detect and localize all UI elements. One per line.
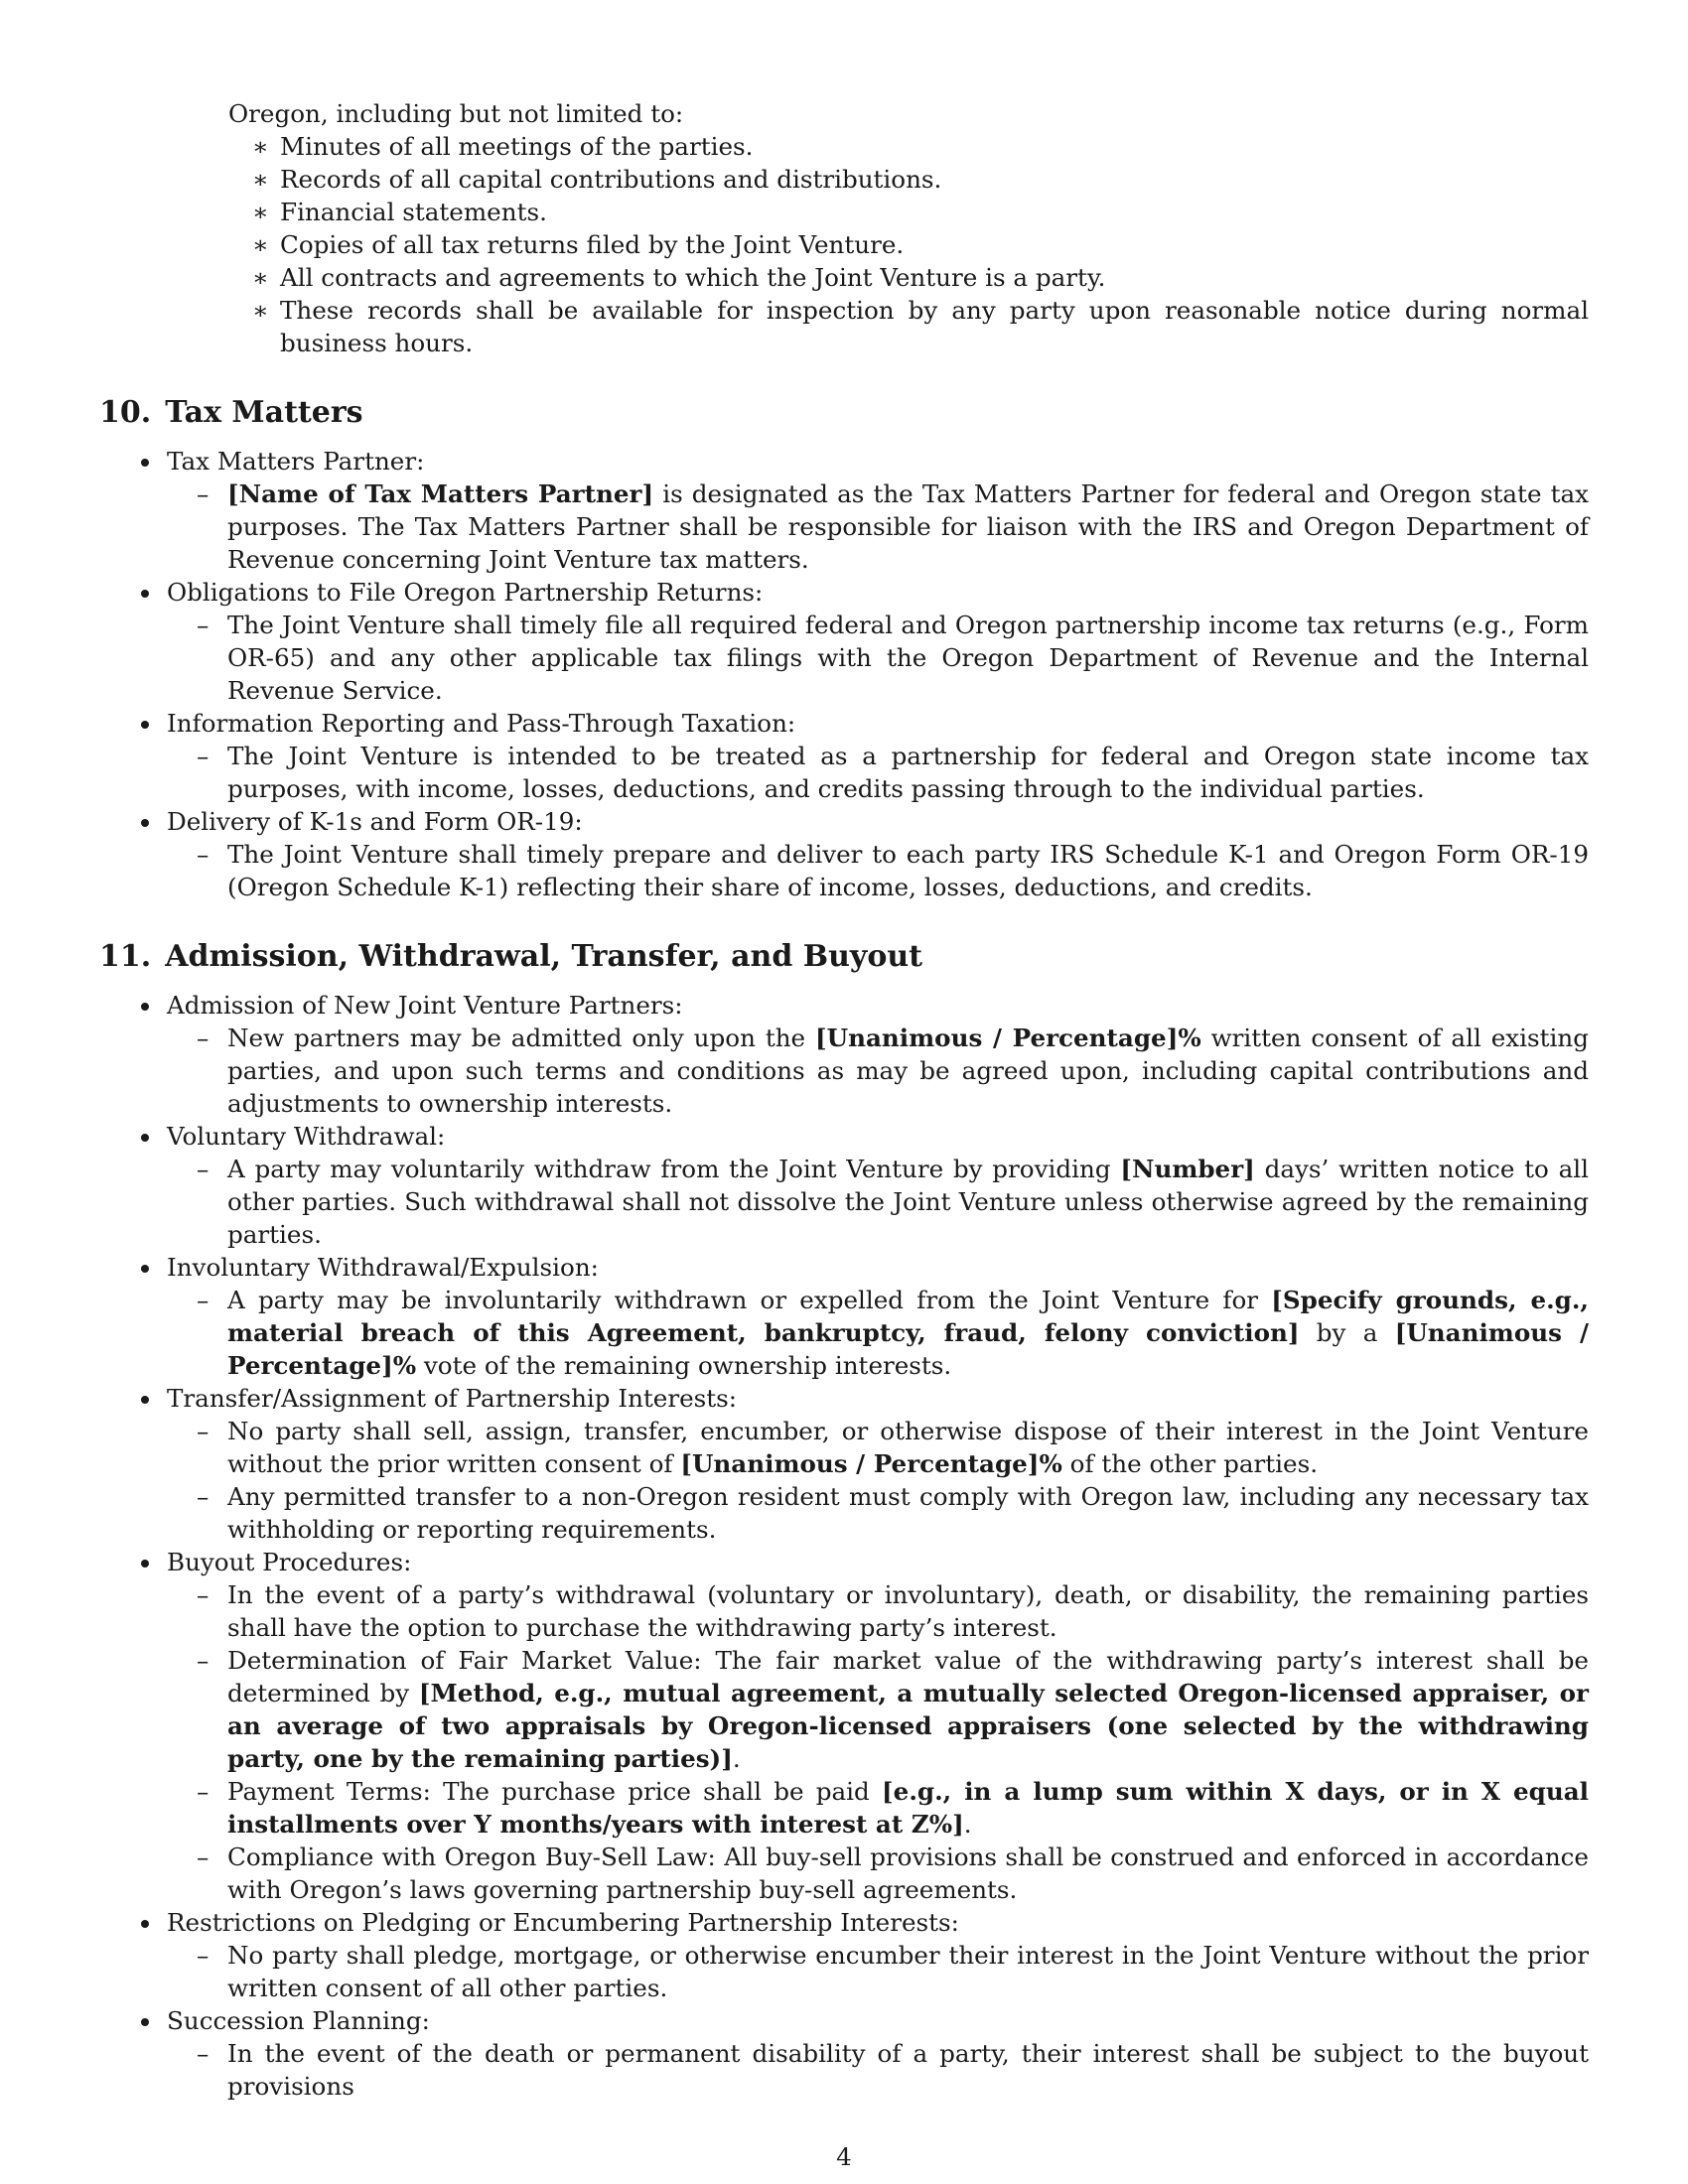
list-item: ∗ Minutes of all meetings of the parties. bbox=[228, 130, 1589, 163]
list-item: ∗ All contracts and agreements to which the Joint Venture is a party. bbox=[228, 261, 1589, 294]
sub-item: – A party may voluntarily withdraw from the Joint Venture by providing [Number] days’ written notice to all other parties. Such withdrawal shall not dissolve the Joint Venture unless otherwise agreed by the remaining parties. bbox=[167, 1153, 1589, 1251]
sub-item: – The Joint Venture shall timely file all required federal and Oregon partnership income tax returns (e.g., Form OR-65) and any other applicable tax filings with the Oregon Department of Revenue and the Internal Revenue Service. bbox=[167, 609, 1589, 707]
list-item bbox=[99, 576, 1589, 707]
item-label: Succession Planning: bbox=[167, 2006, 430, 2035]
section-number: 10. bbox=[99, 395, 152, 430]
list-item bbox=[99, 1251, 1589, 1382]
admission-withdrawal-list bbox=[99, 989, 1589, 2103]
placeholder-text: [Unanimous / Percentage]% bbox=[227, 1318, 1589, 1380]
placeholder-text: [Unanimous / Percentage]% bbox=[680, 1449, 1062, 1478]
list-item bbox=[99, 1546, 1589, 1906]
section-heading-admission-withdrawal bbox=[99, 937, 1589, 977]
sub-item: – No party shall pledge, mortgage, or otherwise encumber their interest in the Joint Venture without the prior written consent of all other parties. bbox=[167, 1939, 1589, 2004]
section-number: 11. bbox=[99, 939, 152, 974]
list-item bbox=[99, 1120, 1589, 1251]
item-label: Voluntary Withdrawal: bbox=[167, 1122, 446, 1151]
sub-item: – Compliance with Oregon Buy-Sell Law: All buy-sell provisions shall be construed and enforced in accordance with Oregon’s laws governing partnership buy-sell agreements. bbox=[167, 1841, 1589, 1906]
placeholder-text: [Number] bbox=[1120, 1155, 1255, 1183]
list-item bbox=[99, 1382, 1589, 1546]
list-item: ∗ Records of all capital contributions and distributions. bbox=[228, 163, 1589, 196]
document-page bbox=[99, 97, 1589, 2103]
item-label: Involuntary Withdrawal/Expulsion: bbox=[167, 1253, 599, 1282]
sub-item: – A party may be involuntarily withdrawn or expelled from the Joint Venture for [Specify grounds, e.g., material breach of this Agreement, bankruptcy, fraud, felony conviction] by a [Unanimous / Percentage]% vote of the remaining ownership interests. bbox=[167, 1284, 1589, 1382]
tax-matters-list bbox=[99, 445, 1589, 903]
records-list bbox=[99, 130, 1589, 359]
item-label: Delivery of K-1s and Form OR-19: bbox=[167, 807, 583, 836]
sub-item: – New partners may be admitted only upon the [Unanimous / Percentage]% written consent of all existing parties, and upon such terms and conditions as may be agreed upon, including capital contributions and adjustments to ownership interests. bbox=[167, 1022, 1589, 1120]
item-label: Buyout Procedures: bbox=[167, 1548, 412, 1576]
sub-item: – Any permitted transfer to a non-Oregon resident must comply with Oregon law, including any necessary tax withholding or reporting requirements. bbox=[167, 1480, 1589, 1546]
item-label: Tax Matters Partner: bbox=[167, 447, 425, 476]
sub-item: – No party shall sell, assign, transfer, encumber, or otherwise dispose of their interest in the Joint Venture without the prior written consent of [Unanimous / Percentage]% of the other parties. bbox=[167, 1415, 1589, 1480]
sub-item: – [Name of Tax Matters Partner] is designated as the Tax Matters Partner for federal and Oregon state tax purposes. The Tax Matters Partner shall be responsible for liaison with the IRS and Oregon Department of Revenue concerning Joint Venture tax matters. bbox=[167, 478, 1589, 576]
section-heading-tax-matters bbox=[99, 393, 1589, 433]
section-title: Admission, Withdrawal, Transfer, and Buyout bbox=[165, 939, 923, 974]
section-title: Tax Matters bbox=[165, 395, 363, 430]
placeholder-text: [Method, e.g., mutual agreement, a mutually selected Oregon-licensed appraiser, or an average of two appraisals by Oregon-licensed appraisers (one selected by the withdrawing party, one by the remaining parties)] bbox=[227, 1679, 1589, 1773]
sub-item: – Determination of Fair Market Value: The fair market value of the withdrawing party’s interest shall be determined by [Method, e.g., mutual agreement, a mutually selected Oregon-licensed appraiser, or an average of two appraisals by Oregon-licensed appraisers (one selected by the withdrawing party, one by the remaining parties)]. bbox=[167, 1644, 1589, 1775]
placeholder-text: [Unanimous / Percentage]% bbox=[815, 1024, 1201, 1052]
page-number: 4 bbox=[836, 2142, 852, 2171]
item-label: Information Reporting and Pass-Through Taxation: bbox=[167, 709, 796, 738]
list-item: ∗ These records shall be available for inspection by any party upon reasonable notice during normal business hours. bbox=[228, 294, 1589, 359]
sub-item: – The Joint Venture is intended to be treated as a partnership for federal and Oregon state income tax purposes, with income, losses, deductions, and credits passing through to the individual parties. bbox=[167, 740, 1589, 805]
list-item bbox=[99, 805, 1589, 903]
list-item bbox=[99, 445, 1589, 576]
item-label: Admission of New Joint Venture Partners: bbox=[167, 991, 683, 1020]
item-label: Obligations to File Oregon Partnership Returns: bbox=[167, 578, 764, 607]
placeholder-text: [Name of Tax Matters Partner] bbox=[227, 479, 654, 508]
list-item: ∗ Financial statements. bbox=[228, 196, 1589, 228]
list-item bbox=[99, 707, 1589, 805]
sub-item: – The Joint Venture shall timely prepare and deliver to each party IRS Schedule K-1 and Oregon Form OR-19 (Oregon Schedule K-1) reflecting their share of income, losses, deductions, and credits. bbox=[167, 838, 1589, 903]
placeholder-text: [Specify grounds, e.g., material breach of this Agreement, bankruptcy, fraud, felony conviction] bbox=[227, 1286, 1589, 1347]
sub-item: – In the event of the death or permanent disability of a party, their interest shall be subject to the buyout provisions bbox=[167, 2037, 1589, 2103]
list-item: ∗ Copies of all tax returns filed by the Joint Venture. bbox=[228, 228, 1589, 261]
list-item bbox=[99, 1906, 1589, 2004]
sub-item: – In the event of a party’s withdrawal (voluntary or involuntary), death, or disability, the remaining parties shall have the option to purchase the withdrawing party’s interest. bbox=[167, 1578, 1589, 1644]
placeholder-text: [e.g., in a lump sum within X days, or in X equal installments over Y months/years with interest at Z%] bbox=[227, 1777, 1590, 1839]
item-label: Transfer/Assignment of Partnership Interests: bbox=[167, 1384, 738, 1413]
item-label: Restrictions on Pledging or Encumbering Partnership Interests: bbox=[167, 1908, 959, 1937]
list-item bbox=[99, 2004, 1589, 2103]
list-item bbox=[99, 989, 1589, 1120]
records-intro: Oregon, including but not limited to: bbox=[228, 99, 684, 128]
sub-item: – Payment Terms: The purchase price shall be paid [e.g., in a lump sum within X days, or in X equal installments over Y months/years with interest at Z%]. bbox=[167, 1775, 1589, 1841]
